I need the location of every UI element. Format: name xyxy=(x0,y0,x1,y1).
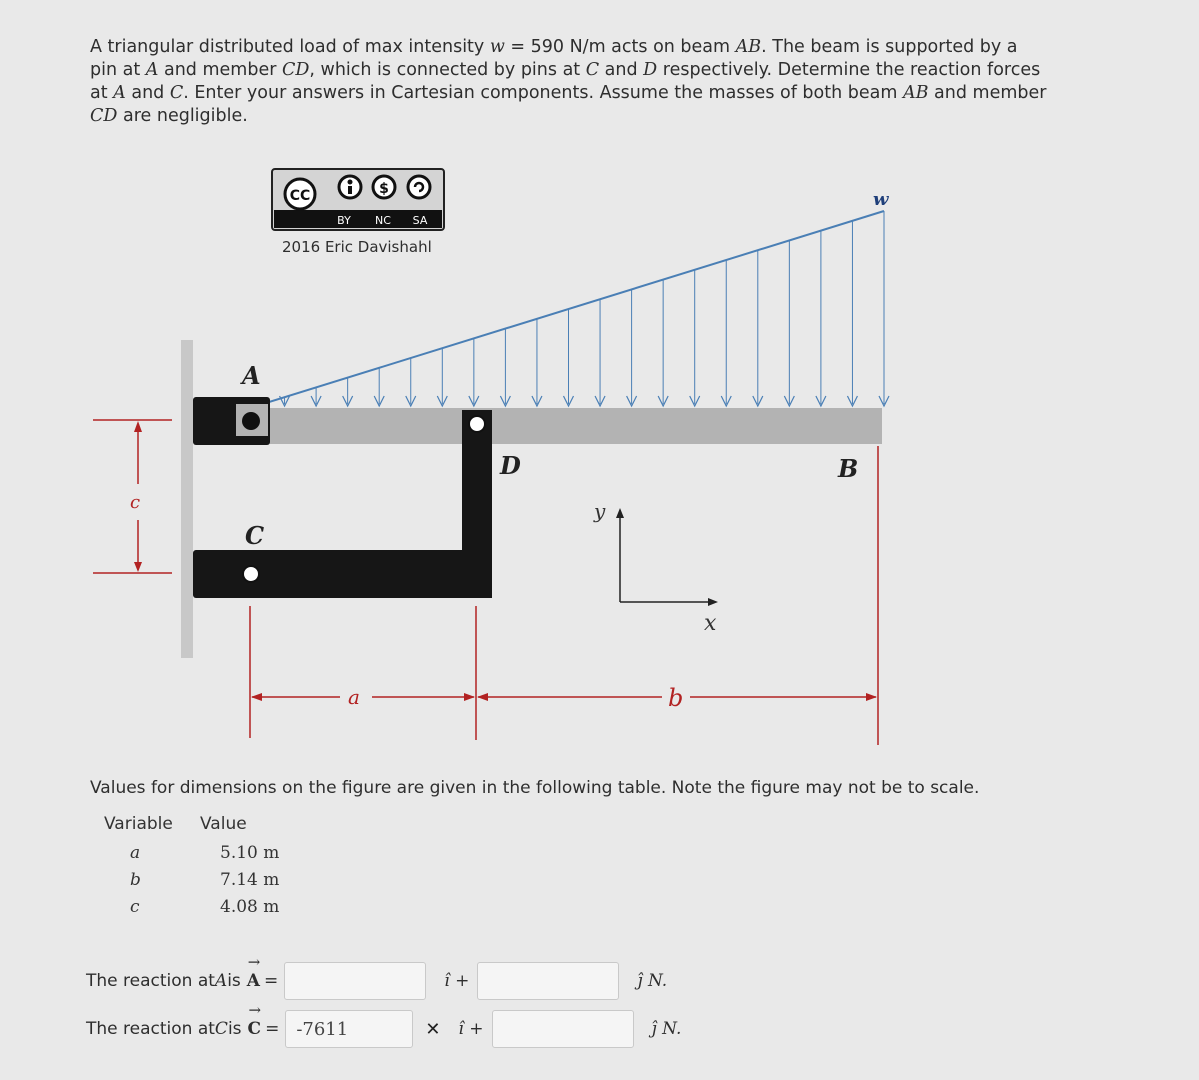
equals-sign: = xyxy=(265,1019,280,1039)
dimension-c xyxy=(93,420,172,573)
reaction-a-i-input[interactable] xyxy=(284,962,426,1000)
table-row xyxy=(100,867,279,894)
table-row xyxy=(100,894,279,921)
pin-a xyxy=(242,412,260,430)
reaction-a-row xyxy=(86,962,667,1000)
variable-cell: a xyxy=(130,843,141,863)
dim-b-label: b xyxy=(668,684,684,712)
beam-ab xyxy=(250,408,882,444)
cc-license-badge xyxy=(272,169,444,230)
label-d: D xyxy=(500,451,521,480)
pin-c xyxy=(243,566,259,582)
j-hat-unit: ĵ N. xyxy=(637,971,668,991)
problem-text: . The beam is supported by a pin at xyxy=(90,37,1018,80)
answer-is: is xyxy=(227,1019,242,1039)
problem-text: A triangular distributed load of max intensity xyxy=(90,37,490,57)
symbol-w: w xyxy=(489,37,505,57)
reaction-a-j-input[interactable] xyxy=(477,962,619,1000)
problem-text: are negligible. xyxy=(117,106,248,126)
equals-sign: = xyxy=(264,971,279,991)
dimension-table xyxy=(100,814,279,921)
problem-text: . Enter your answers in Cartesian components. Assume the masses of both beam xyxy=(183,83,903,103)
symbol-cd: CD xyxy=(281,60,310,80)
variable-cell: c xyxy=(130,897,140,917)
reaction-c-i-input[interactable] xyxy=(285,1010,413,1048)
problem-text: and member xyxy=(158,60,282,80)
reaction-c-row xyxy=(86,1010,681,1048)
symbol-a: A xyxy=(113,83,126,103)
label-b: B xyxy=(838,454,859,483)
symbol-ab: AB xyxy=(902,83,929,103)
svg-text:$: $ xyxy=(379,181,389,197)
symbol-c: C xyxy=(169,83,184,103)
problem-text: respectively. Determine the reaction forces at xyxy=(90,60,1041,103)
axis-x-label: x xyxy=(704,611,717,636)
symbol-c: C xyxy=(585,60,600,80)
problem-text: , which is connected by pins at xyxy=(309,60,586,80)
by-label: BY xyxy=(337,214,351,227)
dim-a-label: a xyxy=(348,685,360,709)
table-caption: Values for dimensions on the figure are given in the following table. Note the figure may not be to scale. xyxy=(90,778,980,798)
symbol-a: A xyxy=(145,60,159,80)
table-row xyxy=(100,840,279,867)
vector-a-symbol: → A xyxy=(247,971,260,991)
axis-y-label: y xyxy=(594,499,606,523)
value-cell: 4.08 m xyxy=(220,897,280,917)
problem-text: and member xyxy=(928,83,1047,103)
copyright-text: 2016 Eric Davishahl xyxy=(282,238,432,256)
header-variable: Variable xyxy=(104,814,173,834)
problem-text: and xyxy=(125,83,170,103)
incorrect-x-icon: ✕ xyxy=(425,1018,441,1040)
answer-prefix: The reaction at xyxy=(86,1019,215,1039)
answer-is: is xyxy=(227,971,241,991)
cc-text: CC xyxy=(289,188,311,204)
wall xyxy=(181,340,193,658)
label-a: A xyxy=(242,361,261,390)
pin-d xyxy=(469,416,485,432)
problem-text: = 590 N/m acts on beam xyxy=(504,37,736,57)
symbol-d: D xyxy=(643,60,658,80)
label-w: w xyxy=(873,189,889,210)
reaction-c-j-input[interactable] xyxy=(492,1010,634,1048)
answer-point: C xyxy=(214,1019,228,1039)
nc-label: NC xyxy=(375,214,391,227)
j-hat-unit: ĵ N. xyxy=(651,1019,682,1039)
symbol-ab: AB xyxy=(735,37,762,57)
problem-text: and xyxy=(599,60,644,80)
answer-point: A xyxy=(214,971,228,991)
header-value: Value xyxy=(200,814,247,834)
answer-prefix: The reaction at xyxy=(86,971,215,991)
value-cell: 5.10 m xyxy=(220,843,280,863)
i-hat-unit: î + xyxy=(444,971,470,991)
sa-share-icon xyxy=(408,176,430,198)
symbol-cd: CD xyxy=(90,106,118,126)
value-cell: 7.14 m xyxy=(220,870,280,890)
sa-label: SA xyxy=(412,214,428,227)
dim-c-label: c xyxy=(130,492,141,513)
coordinate-axes xyxy=(593,499,718,636)
vector-c-symbol: → C xyxy=(248,1019,262,1039)
label-c: C xyxy=(245,521,265,550)
i-hat-unit: î + xyxy=(458,1019,484,1039)
variable-cell: b xyxy=(130,870,141,890)
